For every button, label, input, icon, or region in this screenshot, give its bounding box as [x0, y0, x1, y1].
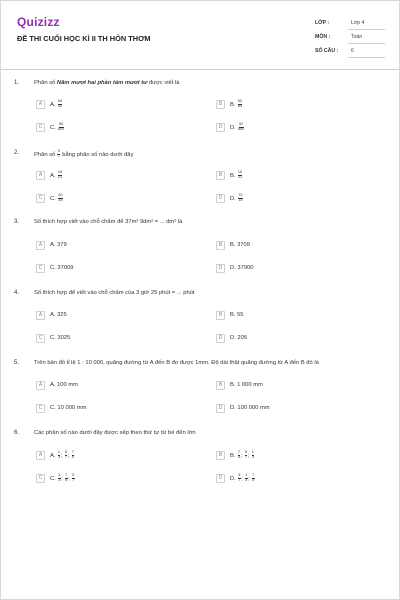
- fraction-numerator: 5: [57, 149, 60, 153]
- meta-value: 6: [351, 48, 354, 54]
- option-text: [50, 100, 63, 109]
- separator: ;: [247, 452, 251, 459]
- question-text: Số thích hợp viết vào chỗ chấm để 37m² 9dm² = ... dm² là: [34, 219, 183, 225]
- question-number: 5.: [14, 360, 20, 366]
- option-letter-box: A: [36, 311, 45, 320]
- question-text-bold: Năm mươi hai phần tám mươi tư: [56, 80, 148, 86]
- option-text: [230, 194, 243, 203]
- fraction-numerator: 50: [58, 121, 64, 126]
- meta-label: LỚP :: [315, 20, 330, 26]
- meta-row-subject: [315, 31, 385, 45]
- option-letter-box: A: [36, 100, 45, 109]
- question-text-part: được viết là: [147, 80, 180, 86]
- option-b[interactable]: [216, 379, 263, 391]
- fraction: [58, 123, 64, 132]
- option-d[interactable]: [216, 121, 245, 133]
- fraction-denominator: 5: [252, 477, 255, 482]
- fraction-numerator: 7: [237, 449, 241, 454]
- fraction-denominator: 7: [64, 454, 67, 459]
- option-letter-box: B: [216, 311, 225, 320]
- meta-label: SỐ CÂU :: [315, 48, 339, 54]
- fraction: [72, 474, 75, 483]
- fraction: [238, 100, 243, 109]
- option-letter-box: B: [216, 381, 225, 390]
- option-letter-box: A: [36, 381, 45, 390]
- option-a[interactable]: [36, 169, 63, 181]
- option-text: [50, 474, 75, 483]
- option-c[interactable]: [36, 192, 63, 204]
- option-letter-box: C: [36, 334, 45, 343]
- fraction-numerator: 1: [57, 449, 61, 454]
- fraction-denominator: 21: [237, 174, 243, 179]
- option-text: [230, 100, 243, 109]
- option-text: [230, 474, 255, 483]
- fraction-denominator: 3: [57, 454, 61, 459]
- option-b[interactable]: [216, 449, 255, 461]
- option-prefix: B.: [230, 172, 236, 179]
- option-b[interactable]: [216, 98, 243, 110]
- option-text: D. 205: [230, 335, 248, 341]
- option-letter-box: D: [216, 404, 225, 413]
- fraction-denominator: 7: [72, 477, 75, 482]
- option-prefix: B.: [230, 101, 236, 108]
- option-text: A. 100 mm: [50, 382, 79, 388]
- worksheet-header: [17, 15, 387, 63]
- fraction: [238, 123, 244, 132]
- separator: ;: [248, 475, 252, 482]
- fraction-denominator: 7: [238, 477, 241, 482]
- option-letter-box: C: [36, 264, 45, 273]
- option-c[interactable]: [36, 262, 74, 274]
- question-number: 2.: [14, 150, 20, 156]
- meta-row-count: [315, 45, 385, 59]
- option-text: [50, 123, 65, 132]
- fraction-numerator: 84: [57, 98, 63, 103]
- option-c[interactable]: [36, 332, 70, 344]
- option-text: [230, 451, 255, 460]
- fraction-denominator: 5: [71, 454, 74, 459]
- fraction: [238, 171, 243, 180]
- option-text: B. 55: [230, 312, 244, 318]
- meta-value: Toán: [351, 34, 363, 40]
- fraction-numerator: 52: [237, 98, 243, 103]
- fraction: [72, 451, 75, 460]
- meta-label: MÔN :: [315, 34, 331, 40]
- header-divider: [1, 69, 399, 70]
- question-number: 6.: [14, 430, 20, 436]
- fraction-denominator: 52: [57, 103, 63, 108]
- option-text: A. 379: [50, 242, 67, 248]
- fraction-denominator: 3: [58, 477, 61, 482]
- fraction-denominator: 3: [251, 454, 254, 459]
- separator: ;: [60, 452, 65, 459]
- fraction-numerator: 15: [237, 169, 243, 174]
- option-letter-box: D: [216, 474, 225, 483]
- option-c[interactable]: [36, 121, 65, 133]
- option-a[interactable]: [36, 309, 67, 321]
- option-a[interactable]: [36, 239, 67, 251]
- quizizz-logo: Quizizz: [17, 15, 60, 29]
- fraction-denominator: 5: [237, 454, 241, 459]
- option-prefix: B.: [230, 452, 238, 459]
- option-letter-box: B: [216, 171, 225, 180]
- option-d[interactable]: [216, 402, 270, 414]
- option-letter-box: C: [36, 404, 45, 413]
- fraction-denominator: 35: [58, 197, 63, 202]
- fraction-denominator: 7: [244, 454, 247, 459]
- separator: ;: [67, 452, 71, 459]
- fraction-numerator: 5: [244, 449, 247, 454]
- fraction: [58, 100, 63, 109]
- option-prefix: A.: [50, 101, 56, 108]
- fraction: [238, 194, 243, 203]
- fraction-numerator: 5: [64, 449, 67, 454]
- option-text: C. 10 000 mm: [50, 405, 87, 411]
- question-text: Số thích hợp để viết vào chỗ chấm của 3 giờ 25 phút = ... phút: [34, 290, 195, 296]
- option-letter-box: A: [36, 241, 45, 250]
- separator: ;: [240, 452, 245, 459]
- fraction-numerator: 52: [238, 121, 244, 126]
- option-d[interactable]: [216, 262, 254, 274]
- page-title: ĐỀ THI CUỐI HỌC KÌ II TH HÒN THƠM: [17, 34, 151, 43]
- option-a[interactable]: [36, 449, 75, 461]
- question-text-part: bằng phân số nào dưới đây: [60, 151, 134, 158]
- option-prefix: C.: [50, 475, 58, 482]
- option-d[interactable]: [216, 472, 255, 484]
- fraction-numerator: 7: [65, 472, 68, 477]
- fraction-denominator: 800: [237, 126, 245, 131]
- question-text-part: Phân số: [34, 80, 57, 86]
- option-text: [230, 123, 245, 132]
- fraction: [58, 194, 63, 203]
- fraction-numerator: 7: [252, 472, 255, 477]
- option-letter-box: D: [216, 123, 225, 132]
- question-number: 1.: [14, 80, 20, 86]
- option-c[interactable]: [36, 402, 86, 414]
- option-letter-box: D: [216, 194, 225, 203]
- fraction-numerator: 1: [58, 472, 61, 477]
- option-d[interactable]: [216, 192, 243, 204]
- option-letter-box: D: [216, 334, 225, 343]
- meta-info: [315, 17, 385, 59]
- fraction-numerator: 18: [57, 169, 63, 174]
- option-letter-box: C: [36, 123, 45, 132]
- divider: [348, 29, 385, 30]
- option-text: [50, 171, 63, 180]
- option-letter-box: D: [216, 264, 225, 273]
- option-text: [230, 171, 243, 180]
- divider: [348, 43, 385, 44]
- fraction-numerator: 5: [238, 472, 241, 477]
- option-text: C. 3025: [50, 335, 71, 341]
- option-prefix: A.: [50, 452, 58, 459]
- option-letter-box: C: [36, 194, 45, 203]
- separator: ;: [61, 475, 65, 482]
- fraction-denominator: 5: [65, 477, 68, 482]
- meta-value: Lớp 4: [351, 20, 365, 26]
- option-prefix: D.: [230, 124, 236, 131]
- option-letter-box: C: [36, 474, 45, 483]
- option-text: D. 100 000 mm: [230, 405, 270, 411]
- fraction-numerator: 1: [251, 449, 254, 454]
- option-prefix: D.: [230, 475, 238, 482]
- question-text: [34, 80, 179, 86]
- fraction-numerator: 7: [71, 449, 74, 454]
- option-a[interactable]: [36, 98, 63, 110]
- separator: ;: [241, 475, 245, 482]
- question-number: 4.: [14, 290, 20, 296]
- fraction: [252, 451, 255, 460]
- fraction-denominator: 7: [57, 153, 60, 158]
- fraction-denominator: 84: [237, 103, 243, 108]
- divider: [348, 57, 385, 58]
- option-letter-box: B: [216, 241, 225, 250]
- option-text: [50, 194, 63, 203]
- option-prefix: C.: [50, 195, 56, 202]
- question-text: Trên bản đồ tỉ lệ 1 : 10 000, quãng đường từ A đến B đo được 1mm. Độ dài thật quãng đường từ A đến B đó là: [34, 360, 319, 366]
- option-c[interactable]: [36, 472, 75, 484]
- separator: ;: [68, 475, 72, 482]
- option-letter-box: B: [216, 100, 225, 109]
- fraction-denominator: 21: [57, 174, 63, 179]
- option-letter-box: A: [36, 171, 45, 180]
- question-text: Các phân số nào dưới đây được xếp theo thứ tự từ bé đến lớn: [34, 430, 196, 436]
- fraction: [252, 474, 255, 483]
- question-text: [34, 150, 133, 159]
- option-prefix: D.: [230, 195, 236, 202]
- option-text: D. 37900: [230, 265, 254, 271]
- fraction-numerator: 1: [245, 472, 248, 477]
- option-text: [50, 451, 75, 460]
- option-b[interactable]: [216, 239, 250, 251]
- fraction-denominator: 820: [57, 126, 65, 131]
- fraction-numerator: 70: [238, 192, 243, 197]
- option-text: B. 1 000 mm: [230, 382, 263, 388]
- fraction-denominator: 14: [238, 197, 243, 202]
- option-letter-box: B: [216, 451, 225, 460]
- option-text: A. 325: [50, 312, 67, 318]
- option-text: B. 3709: [230, 242, 250, 248]
- option-b[interactable]: [216, 169, 243, 181]
- option-prefix: A.: [50, 172, 56, 179]
- option-b[interactable]: [216, 309, 244, 321]
- option-text: C. 37009: [50, 265, 74, 271]
- question-number: 3.: [14, 219, 20, 225]
- option-d[interactable]: [216, 332, 247, 344]
- fraction: [58, 171, 63, 180]
- meta-row-class: [315, 17, 385, 31]
- fraction-numerator: 5: [72, 472, 75, 477]
- question-text-part: Phân số: [34, 151, 57, 158]
- fraction-denominator: 3: [245, 477, 248, 482]
- fraction-numerator: 20: [58, 192, 63, 197]
- option-prefix: C.: [50, 124, 56, 131]
- option-letter-box: A: [36, 451, 45, 460]
- option-a[interactable]: [36, 379, 78, 391]
